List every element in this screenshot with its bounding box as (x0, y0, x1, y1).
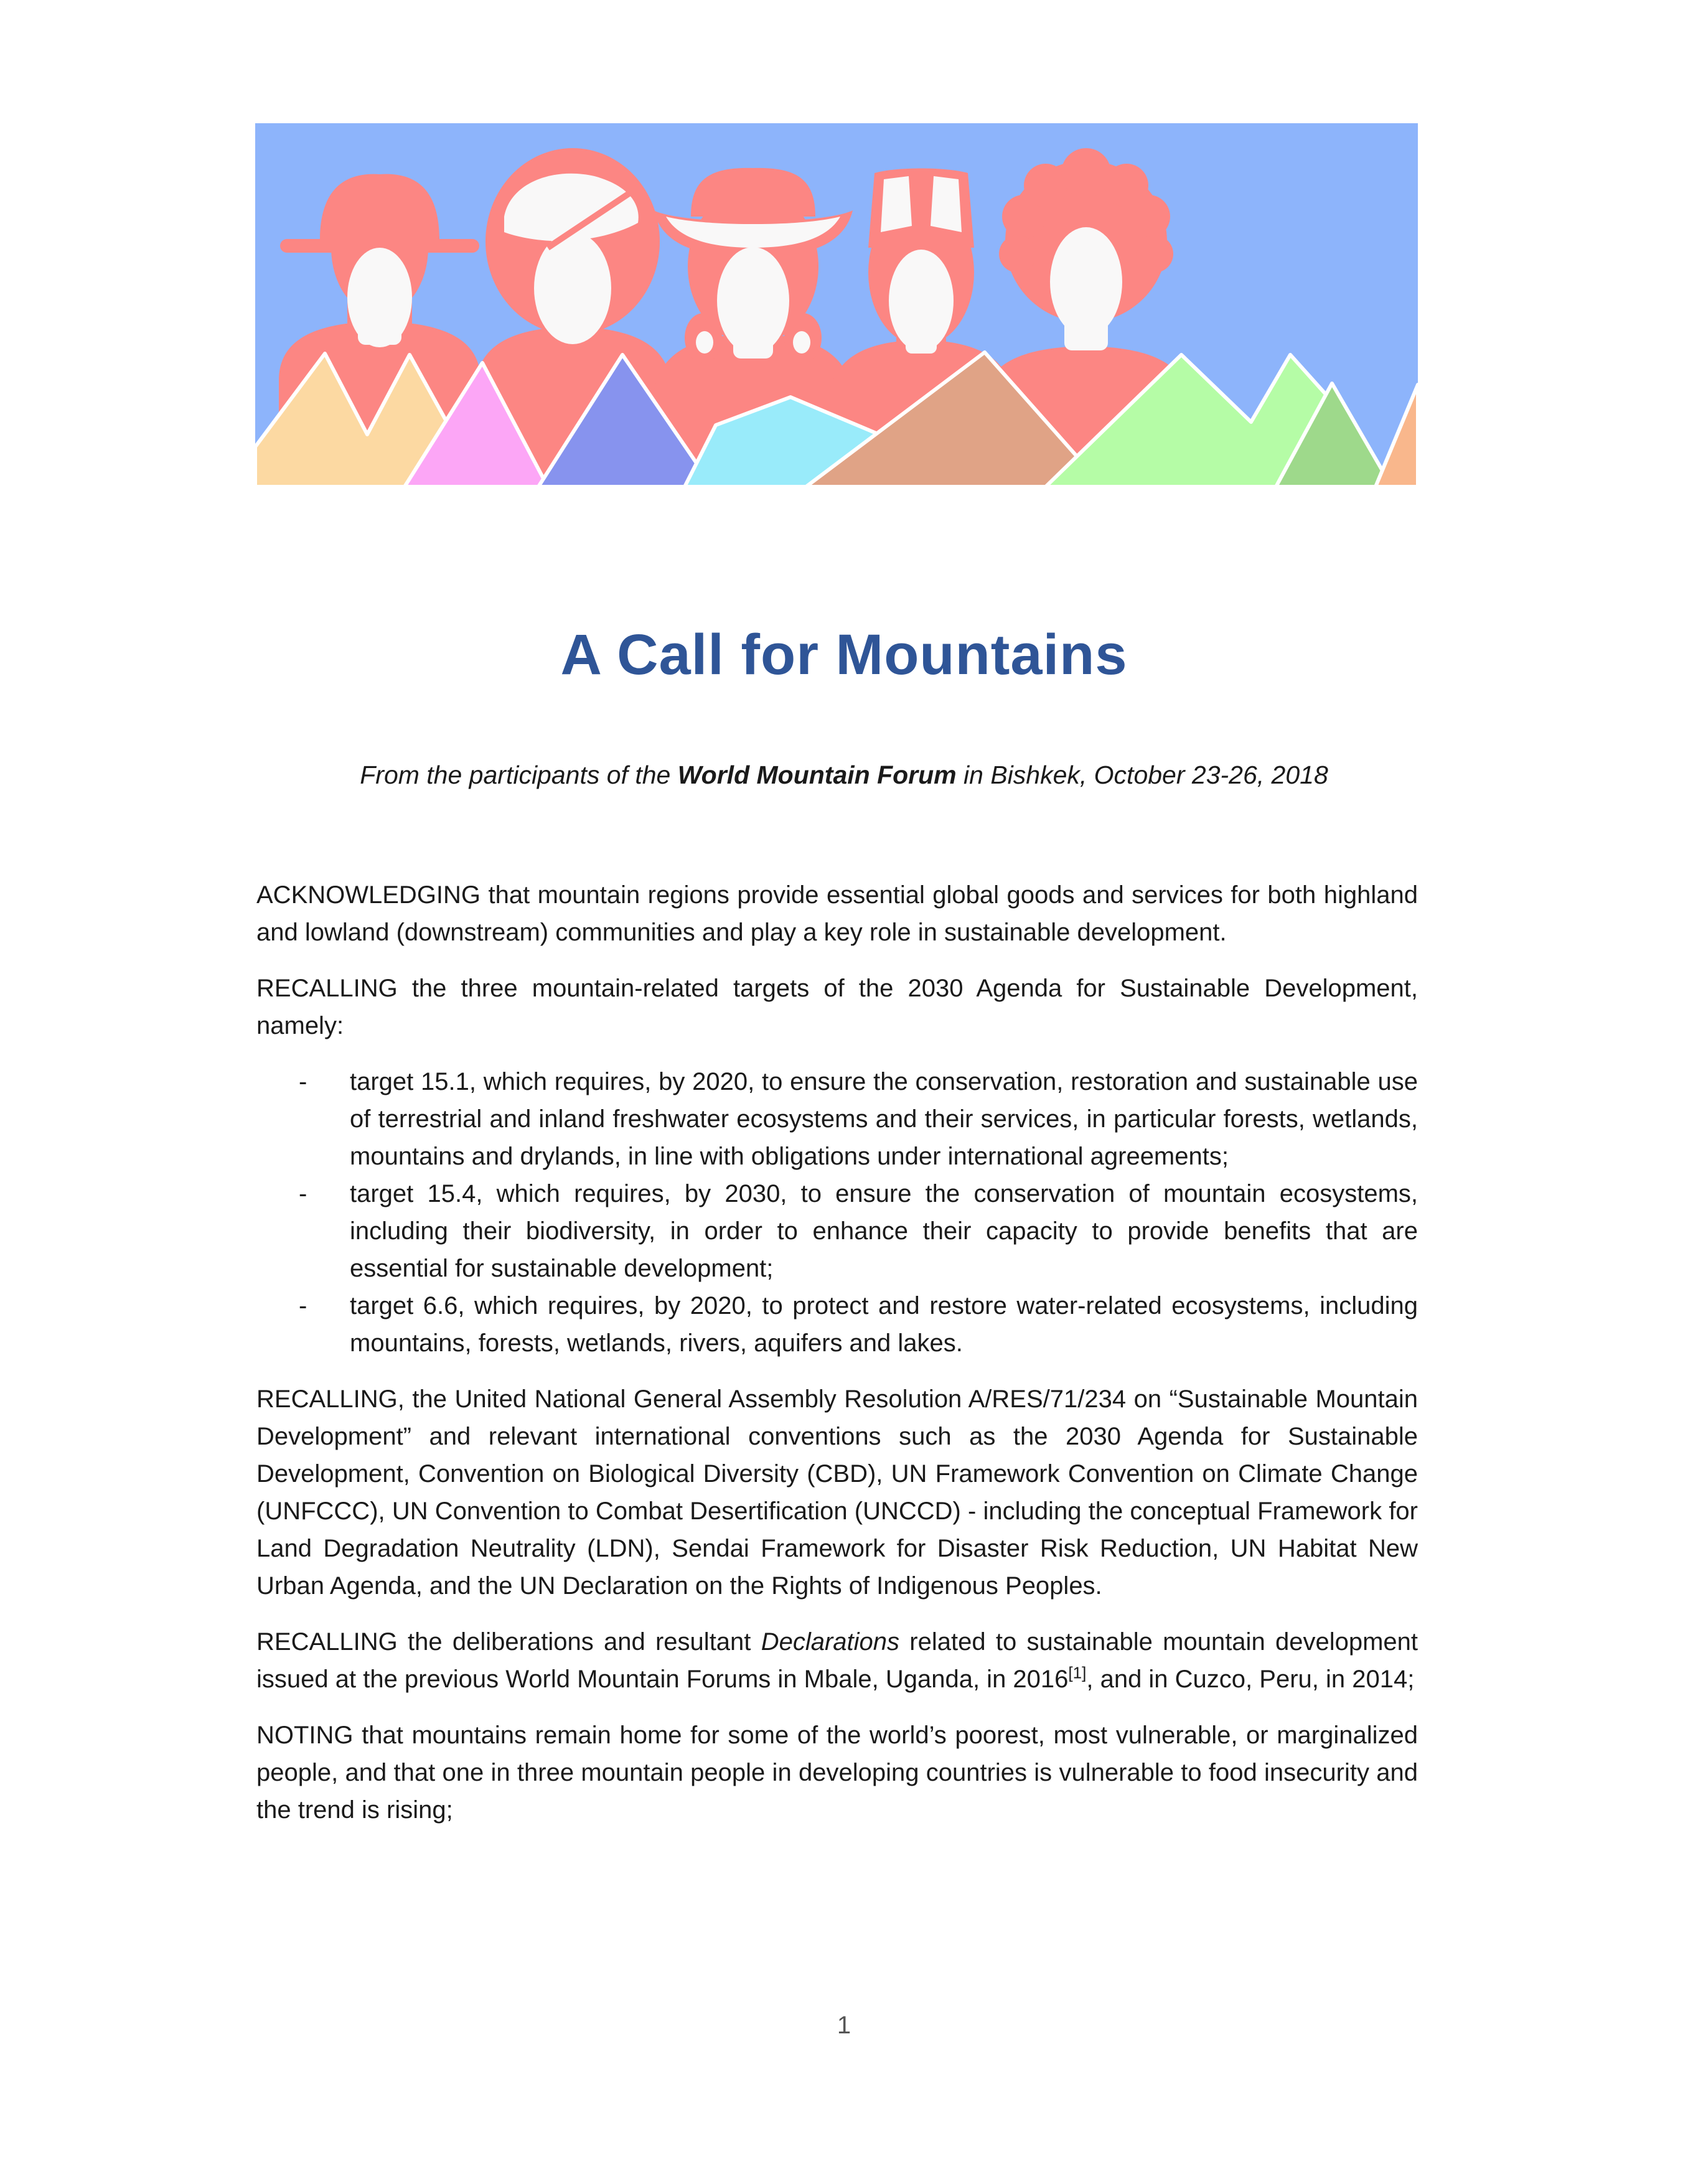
list-dash: - (299, 1180, 307, 1207)
list-dash: - (299, 1068, 307, 1095)
target-15-4-text: target 15.4, which requires, by 2030, to ensure the conservation of mountain ecosystems, including their biodiversity, in order to enhance their capacity to provide benefits that are essential for sustainable development; (350, 1180, 1418, 1282)
paragraph-acknowledging: ACKNOWLEDGING that mountain regions provide essential global goods and services for both highland and lowland (downstream) communities and play a key role in sustainable development. (256, 881, 1418, 946)
list-dash: - (299, 1292, 307, 1319)
document-subtitle (0, 761, 1688, 790)
footnote-link[interactable]: [1] (1068, 1663, 1087, 1682)
paragraph-recalling-resolution: RECALLING, the United National General Assembly Resolution A/RES/71/234 on “Sustainable Mountain Development” and relevant international conventions such as the 2030 Agenda for Sustainable Development, Convention on Biological Diversity (CBD), UN Framework Convention on Climate Change (UNFCCC), UN Convention to Combat Desertification (UNCCD) - including the conceptual Framework for Land Degradation Neutrality (LDN), Sendai Framework for Disaster Risk Reduction, UN Habitat New Urban Agenda, and the UN Declaration on the Rights of Indigenous Peoples. (256, 1385, 1418, 1600)
list-item (256, 1063, 1418, 1175)
targets-list (256, 1063, 1418, 1362)
subtitle-forum-name: World Mountain Forum (677, 761, 957, 789)
target-15-1-text: target 15.1, which requires, by 2020, to ensure the conservation, restoration and sustainable use of terrestrial and inland freshwater ecosystems and their services, in particular forests, wetlands, mountains and drylands, in line with obligations under international agreements; (350, 1068, 1418, 1170)
header-banner-illustration (255, 123, 1418, 487)
paragraph-recalling-declarations (256, 1623, 1418, 1698)
declarations-text-after: , and in Cuzco, Peru, in 2014; (1086, 1666, 1415, 1693)
paragraph-recalling-targets: RECALLING the three mountain-related targets of the 2030 Agenda for Sustainable Development, namely: (256, 975, 1418, 1039)
face-fedora (347, 248, 412, 347)
document-body (256, 876, 1418, 1847)
list-item (256, 1175, 1418, 1287)
list-item (256, 1287, 1418, 1362)
declarations-emphasis: Declarations (761, 1628, 900, 1656)
target-6-6-text: target 6.6, which requires, by 2020, to protect and restore water-related ecosystems, including mountains, forests, wetlands, rivers, aquifers and lakes. (350, 1292, 1418, 1357)
subtitle-suffix: in Bishkek, October 23-26, 2018 (956, 761, 1328, 789)
subtitle-prefix: From the participants of the (360, 761, 678, 789)
page-number: 1 (837, 2012, 851, 2039)
paragraph-noting: NOTING that mountains remain home for some of the world’s poorest, most vulnerable, or marginalized people, and that one in three mountain people in developing countries is vulnerable to food insecurity and the trend is rising; (256, 1722, 1418, 1824)
declarations-text-before: RECALLING the deliberations and resultant (256, 1628, 761, 1656)
declarations-text-middle: related to sustainable mountain development issued at the previous World Mountain Forums in Mbale, Uganda, in 2016 (256, 1628, 1418, 1693)
document-title: A Call for Mountains (560, 623, 1128, 687)
